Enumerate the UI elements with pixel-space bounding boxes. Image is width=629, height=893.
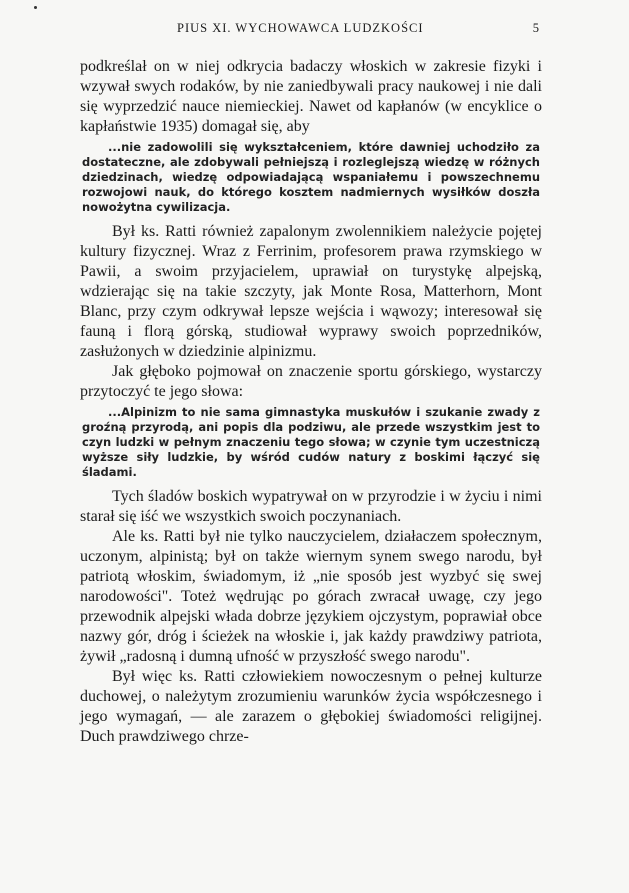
paragraph: Był ks. Ratti również zapalonym zwolennikiem należycie pojętej kultury fizycznej. Wraz z Ferrinim, profesorem prawa rzymskiego w Pawii, a swoim przyjacielem, uprawiał on turystykę alpejską, wdzierając się na takie szczyty, jak Monte Rosa, Matterhorn, Mont Blanc, przy czym odkrywał lepsze wejścia i wąwozy; interesował się fauną i florą górską, studiował wyprawy swoich poprzedników, zasłużonych w dziedzinie alpinizmu. <box>80 223 542 360</box>
page-number: 5 <box>532 21 540 35</box>
running-title: PIUS XI. WYCHOWAWCA LUDZKOŚCI <box>177 21 424 35</box>
print-speck <box>34 6 37 9</box>
page-body <box>80 57 542 747</box>
paragraph: Ale ks. Ratti był nie tylko nauczycielem, działaczem społecznym, uczonym, alpinistą; był on także wiernym synem swego narodu, był patriotą włoskim, świadomym, iż „nie sposób jest wyzbyć się swej narodowości". Toteż wędrując po górach zwracał uwagę, czy jego przewodnik alpejski włada dobrze językiem ojczystym, poprawiał obce nazwy gór, dróg i ścieżek na włoskie i, jak każdy prawdziwy patriota, żywił „radosną i dumną ufność w przyszłość swego narodu". <box>80 528 542 665</box>
paragraph: Jak głęboko pojmował on znaczenie sportu górskiego, wystarczy przytoczyć te jego słowa: <box>80 363 542 400</box>
paragraph: Tych śladów boskich wypatrywał on w przyrodzie i w życiu i nimi starał się iść we wszystkich swoich poczynaniach. <box>80 488 542 525</box>
paragraph: podkreślał on w niej odkrycia badaczy włoskich w zakresie fizyki i wzywał swych rodaków, by nie zaniedbywali pracy naukowej i nie dali się wyprzedzić nauce niemieckiej. Nawet od kapłanów (w encyklice o kapłaństwie 1935) domagał się, aby <box>80 58 542 135</box>
book-page <box>80 18 542 747</box>
paragraph: Był więc ks. Ratti człowiekiem nowoczesnym o pełnej kulturze duchowej, o należytym zrozumieniu warunków życia współczesnego i jego wymagań, — ale zarazem o głębokiej świadomości religijnej. Duch prawdziwego chrze- <box>80 668 542 745</box>
block-quote: ...Alpinizm to nie sama gimnastyka muskułów i szukanie zwady z groźną przyrodą, ani popis dla podziwu, ale przede wszystkim jest to czyn ludzki w pełnym znaczeniu tego słowa; w czynie tym uczestniczą wyższe siły ludzkie, by wśród cudów natury z boskimi łączyć się śladami. <box>82 405 540 479</box>
page-header <box>80 18 542 40</box>
block-quote: ...nie zadowolili się wykształceniem, które dawniej uchodziło za dostateczne, ale zdobywali pełniejszą i rozleglejszą wiedzę w różnych dziedzinach, wiedzę odpowiadającą wspaniałemu i powszechnemu rozwojowi nauk, do którego kosztem nadmiernych wysiłków doszła nowożytna cywilizacja. <box>82 140 540 214</box>
